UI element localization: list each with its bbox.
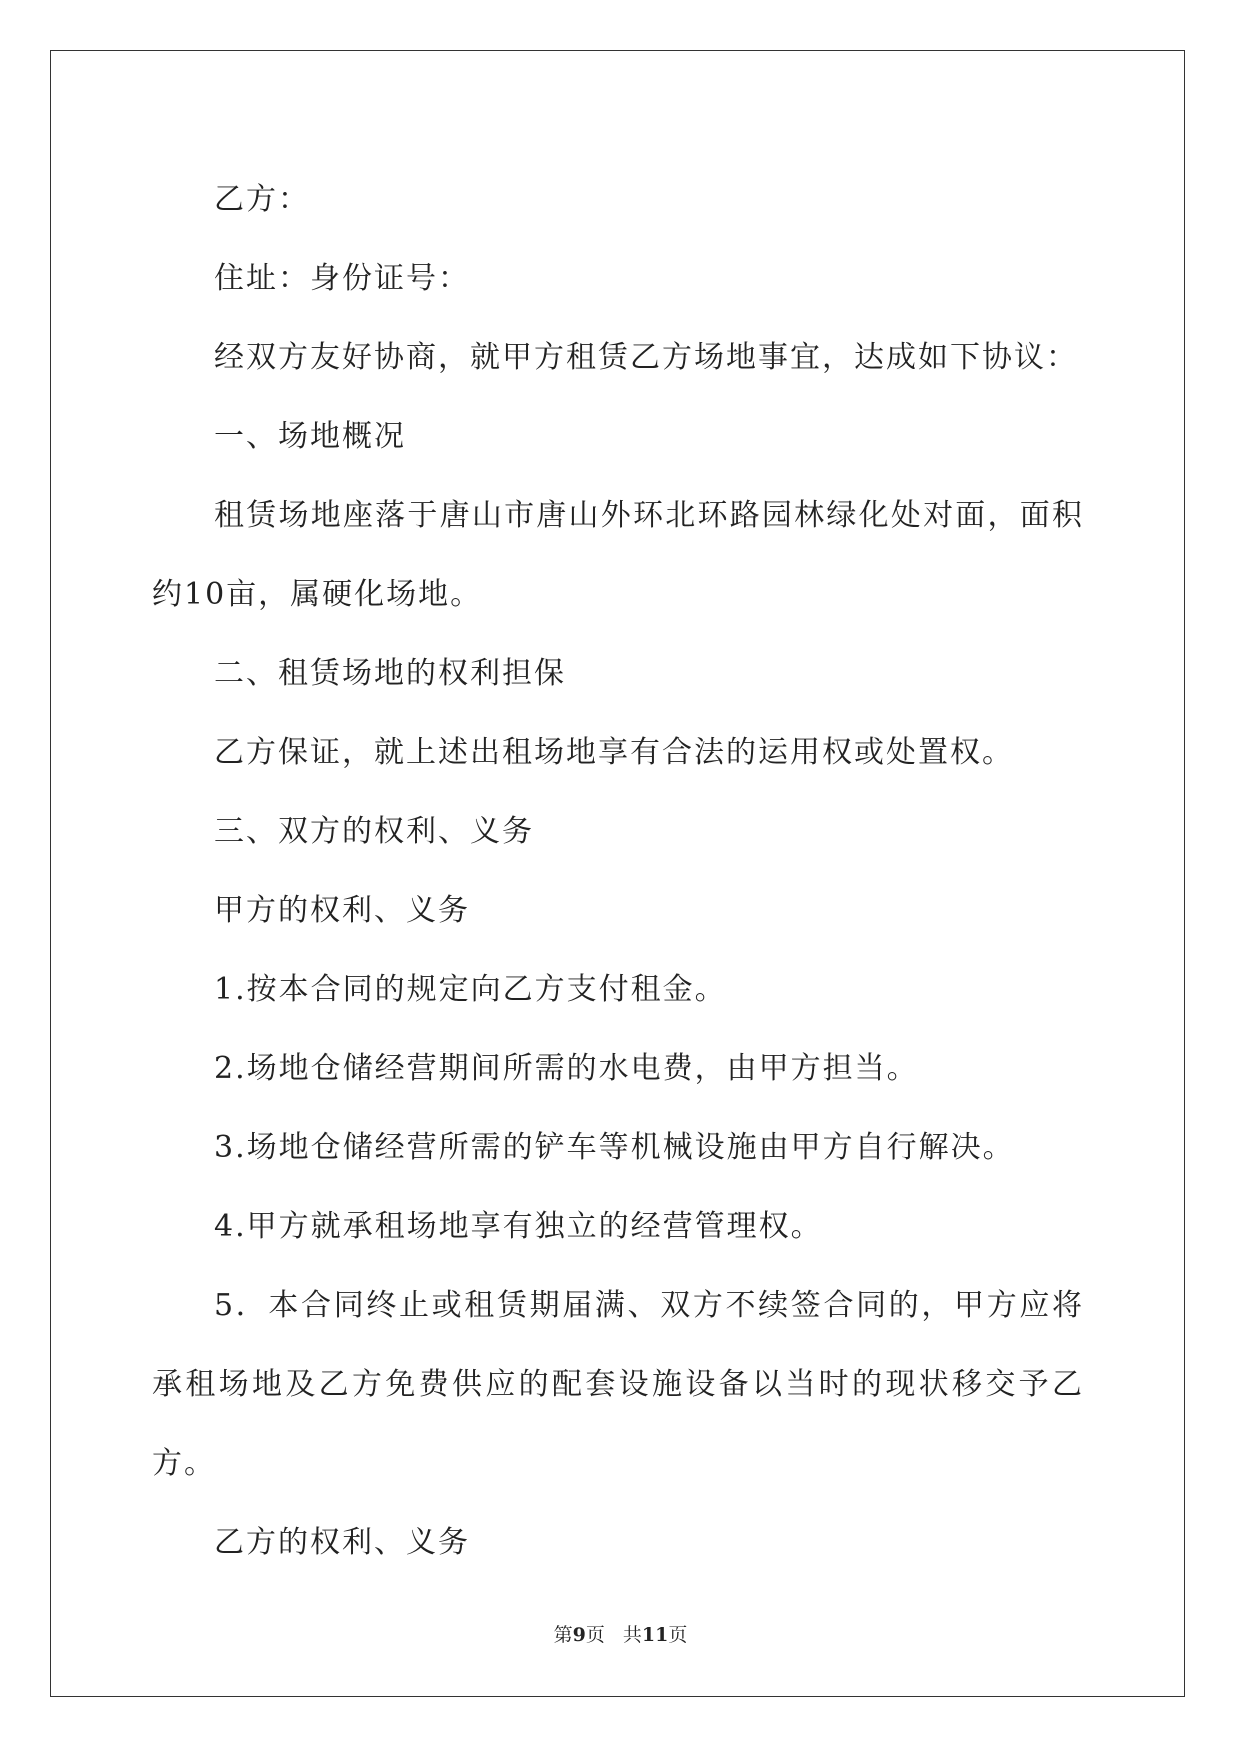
list-item-1: 1.按本合同的规定向乙方支付租金。 <box>214 972 727 1007</box>
paragraph-guarantee: 乙方保证，就上述出租场地享有合法的运用权或处置权。 <box>214 735 1014 770</box>
total-prefix: 共 <box>622 1624 642 1646</box>
current-page-number: 9 <box>572 1624 586 1646</box>
paragraph-party-b: 乙方： <box>214 182 310 217</box>
section-heading-rights-guarantee: 二、租赁场地的权利担保 <box>214 656 566 691</box>
section-heading-site-overview: 一、场地概况 <box>214 419 406 454</box>
page-footer <box>0 1620 1241 1647</box>
list-item-4: 4.甲方就承租场地享有独立的经营管理权。 <box>214 1209 823 1244</box>
paragraph-preamble: 经双方友好协商，就甲方租赁乙方场地事宜，达成如下协议： <box>214 340 1078 375</box>
document-body <box>152 160 1084 1582</box>
total-suffix: 页 <box>668 1624 688 1646</box>
page-prefix: 第 <box>553 1624 573 1646</box>
subheading-party-b-rights: 乙方的权利、义务 <box>214 1525 470 1560</box>
list-item-3: 3.场地仓储经营所需的铲车等机械设施由甲方自行解决。 <box>214 1130 1015 1165</box>
list-item-2: 2.场地仓储经营期间所需的水电费，由甲方担当。 <box>214 1051 919 1086</box>
list-item-5: 5．本合同终止或租赁期届满、双方不续签合同的，甲方应将承租场地及乙方免费供应的配套设施设备以当时的现状移交予乙方。 <box>152 1288 1084 1481</box>
section-heading-rights-obligations: 三、双方的权利、义务 <box>214 814 534 849</box>
page-suffix: 页 <box>585 1624 605 1646</box>
paragraph-address-id: 住址：身份证号： <box>214 261 470 296</box>
subheading-party-a-rights: 甲方的权利、义务 <box>214 893 470 928</box>
total-page-number: 11 <box>641 1624 669 1646</box>
paragraph-site-location: 租赁场地座落于唐山市唐山外环北环路园林绿化处对面，面积约10亩，属硬化场地。 <box>152 498 1084 612</box>
